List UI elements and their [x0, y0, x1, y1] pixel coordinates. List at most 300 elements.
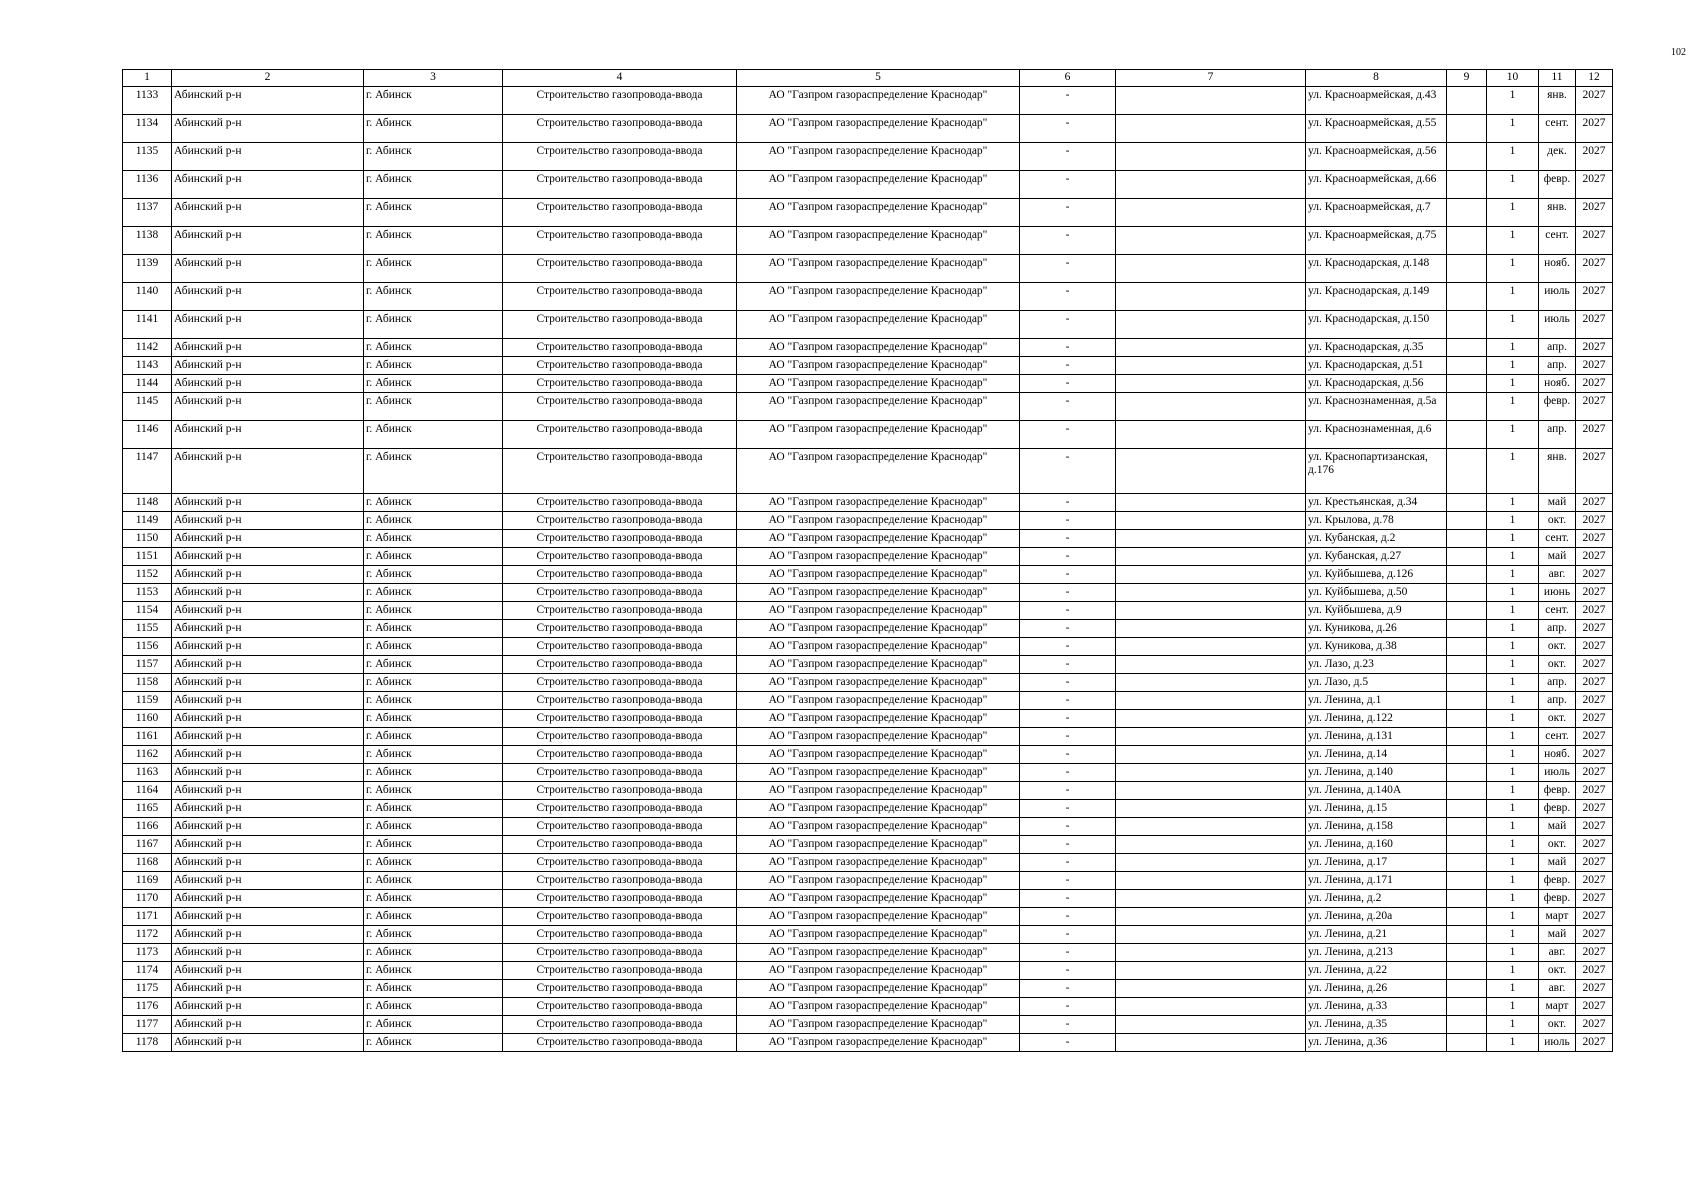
table-row	[123, 620, 1613, 638]
column-header: 1	[123, 70, 172, 87]
row-number-cell: 1163	[123, 764, 172, 782]
year-cell: 2027	[1576, 782, 1613, 800]
town-cell: г. Абинск	[364, 944, 503, 962]
table-row	[123, 171, 1613, 199]
column-7-cell	[1116, 728, 1306, 746]
column-9-cell	[1447, 890, 1487, 908]
quantity-cell: 1	[1487, 87, 1539, 115]
column-7-cell	[1116, 530, 1306, 548]
table-row	[123, 962, 1613, 980]
table-row	[123, 512, 1613, 530]
organization-cell: АО "Газпром газораспределение Краснодар"	[737, 548, 1020, 566]
work-type-cell: Строительство газопровода-ввода	[503, 375, 737, 393]
work-type-cell: Строительство газопровода-ввода	[503, 746, 737, 764]
row-number-cell: 1153	[123, 584, 172, 602]
year-cell: 2027	[1576, 836, 1613, 854]
town-cell: г. Абинск	[364, 998, 503, 1016]
organization-cell: АО "Газпром газораспределение Краснодар"	[737, 494, 1020, 512]
year-cell: 2027	[1576, 339, 1613, 357]
column-9-cell	[1447, 728, 1487, 746]
row-number-cell: 1136	[123, 171, 172, 199]
address-cell: ул. Куйбышева, д.50	[1306, 584, 1447, 602]
row-number-cell: 1146	[123, 421, 172, 449]
organization-cell: АО "Газпром газораспределение Краснодар"	[737, 692, 1020, 710]
work-type-cell: Строительство газопровода-ввода	[503, 449, 737, 494]
month-cell: июль	[1539, 283, 1576, 311]
column-9-cell	[1447, 283, 1487, 311]
organization-cell: АО "Газпром газораспределение Краснодар"	[737, 311, 1020, 339]
organization-cell: АО "Газпром газораспределение Краснодар"	[737, 602, 1020, 620]
column-7-cell	[1116, 854, 1306, 872]
column-9-cell	[1447, 944, 1487, 962]
work-type-cell: Строительство газопровода-ввода	[503, 530, 737, 548]
table-row	[123, 638, 1613, 656]
district-cell: Абинский р-н	[172, 87, 364, 115]
address-cell: ул. Красноармейская, д.56	[1306, 143, 1447, 171]
quantity-cell: 1	[1487, 998, 1539, 1016]
address-cell: ул. Ленина, д.171	[1306, 872, 1447, 890]
quantity-cell: 1	[1487, 962, 1539, 980]
quantity-cell: 1	[1487, 143, 1539, 171]
quantity-cell: 1	[1487, 890, 1539, 908]
column-6-cell: -	[1020, 674, 1116, 692]
quantity-cell: 1	[1487, 584, 1539, 602]
district-cell: Абинский р-н	[172, 421, 364, 449]
column-6-cell: -	[1020, 836, 1116, 854]
table-row	[123, 548, 1613, 566]
column-9-cell	[1447, 998, 1487, 1016]
month-cell: апр.	[1539, 339, 1576, 357]
district-cell: Абинский р-н	[172, 692, 364, 710]
town-cell: г. Абинск	[364, 782, 503, 800]
year-cell: 2027	[1576, 1034, 1613, 1052]
row-number-cell: 1162	[123, 746, 172, 764]
row-number-cell: 1134	[123, 115, 172, 143]
organization-cell: АО "Газпром газораспределение Краснодар"	[737, 746, 1020, 764]
column-7-cell	[1116, 1034, 1306, 1052]
column-9-cell	[1447, 836, 1487, 854]
address-cell: ул. Ленина, д.14	[1306, 746, 1447, 764]
column-7-cell	[1116, 980, 1306, 998]
quantity-cell: 1	[1487, 494, 1539, 512]
quantity-cell: 1	[1487, 199, 1539, 227]
column-7-cell	[1116, 494, 1306, 512]
year-cell: 2027	[1576, 728, 1613, 746]
month-cell: май	[1539, 854, 1576, 872]
year-cell: 2027	[1576, 818, 1613, 836]
row-number-cell: 1148	[123, 494, 172, 512]
row-number-cell: 1174	[123, 962, 172, 980]
work-type-cell: Строительство газопровода-ввода	[503, 656, 737, 674]
work-type-cell: Строительство газопровода-ввода	[503, 115, 737, 143]
district-cell: Абинский р-н	[172, 584, 364, 602]
column-6-cell: -	[1020, 227, 1116, 255]
month-cell: июнь	[1539, 584, 1576, 602]
table-row	[123, 926, 1613, 944]
district-cell: Абинский р-н	[172, 746, 364, 764]
quantity-cell: 1	[1487, 449, 1539, 494]
table-row	[123, 227, 1613, 255]
table-row	[123, 980, 1613, 998]
column-6-cell: -	[1020, 782, 1116, 800]
district-cell: Абинский р-н	[172, 171, 364, 199]
page-number: 102	[1671, 47, 1686, 58]
column-9-cell	[1447, 393, 1487, 421]
column-9-cell	[1447, 620, 1487, 638]
row-number-cell: 1171	[123, 908, 172, 926]
row-number-cell: 1135	[123, 143, 172, 171]
quantity-cell: 1	[1487, 512, 1539, 530]
quantity-cell: 1	[1487, 692, 1539, 710]
district-cell: Абинский р-н	[172, 962, 364, 980]
year-cell: 2027	[1576, 171, 1613, 199]
work-type-cell: Строительство газопровода-ввода	[503, 494, 737, 512]
row-number-cell: 1149	[123, 512, 172, 530]
quantity-cell: 1	[1487, 764, 1539, 782]
row-number-cell: 1147	[123, 449, 172, 494]
year-cell: 2027	[1576, 908, 1613, 926]
address-cell: ул. Ленина, д.33	[1306, 998, 1447, 1016]
row-number-cell: 1157	[123, 656, 172, 674]
column-7-cell	[1116, 998, 1306, 1016]
address-cell: ул. Ленина, д.122	[1306, 710, 1447, 728]
column-7-cell	[1116, 890, 1306, 908]
table-row	[123, 782, 1613, 800]
column-7-cell	[1116, 115, 1306, 143]
column-9-cell	[1447, 339, 1487, 357]
district-cell: Абинский р-н	[172, 710, 364, 728]
town-cell: г. Абинск	[364, 548, 503, 566]
quantity-cell: 1	[1487, 728, 1539, 746]
work-type-cell: Строительство газопровода-ввода	[503, 548, 737, 566]
work-type-cell: Строительство газопровода-ввода	[503, 872, 737, 890]
row-number-cell: 1150	[123, 530, 172, 548]
register-table	[122, 69, 1613, 1052]
table-row	[123, 1016, 1613, 1034]
organization-cell: АО "Газпром газораспределение Краснодар"	[737, 115, 1020, 143]
column-7-cell	[1116, 836, 1306, 854]
column-9-cell	[1447, 87, 1487, 115]
column-header: 5	[737, 70, 1020, 87]
year-cell: 2027	[1576, 620, 1613, 638]
column-9-cell	[1447, 764, 1487, 782]
column-7-cell	[1116, 584, 1306, 602]
address-cell: ул. Ленина, д.158	[1306, 818, 1447, 836]
district-cell: Абинский р-н	[172, 872, 364, 890]
organization-cell: АО "Газпром газораспределение Краснодар"	[737, 171, 1020, 199]
district-cell: Абинский р-н	[172, 782, 364, 800]
district-cell: Абинский р-н	[172, 227, 364, 255]
town-cell: г. Абинск	[364, 602, 503, 620]
month-cell: май	[1539, 494, 1576, 512]
town-cell: г. Абинск	[364, 746, 503, 764]
work-type-cell: Строительство газопровода-ввода	[503, 908, 737, 926]
quantity-cell: 1	[1487, 530, 1539, 548]
month-cell: нояб.	[1539, 375, 1576, 393]
quantity-cell: 1	[1487, 548, 1539, 566]
table-row	[123, 674, 1613, 692]
column-6-cell: -	[1020, 872, 1116, 890]
table-row	[123, 421, 1613, 449]
work-type-cell: Строительство газопровода-ввода	[503, 1016, 737, 1034]
column-9-cell	[1447, 782, 1487, 800]
column-6-cell: -	[1020, 393, 1116, 421]
town-cell: г. Абинск	[364, 584, 503, 602]
district-cell: Абинский р-н	[172, 530, 364, 548]
row-number-cell: 1145	[123, 393, 172, 421]
month-cell: нояб.	[1539, 746, 1576, 764]
month-cell: окт.	[1539, 836, 1576, 854]
work-type-cell: Строительство газопровода-ввода	[503, 87, 737, 115]
table-row	[123, 115, 1613, 143]
organization-cell: АО "Газпром газораспределение Краснодар"	[737, 1034, 1020, 1052]
address-cell: ул. Краснодарская, д.35	[1306, 339, 1447, 357]
row-number-cell: 1161	[123, 728, 172, 746]
quantity-cell: 1	[1487, 926, 1539, 944]
year-cell: 2027	[1576, 890, 1613, 908]
column-7-cell	[1116, 87, 1306, 115]
year-cell: 2027	[1576, 199, 1613, 227]
work-type-cell: Строительство газопровода-ввода	[503, 926, 737, 944]
address-cell: ул. Ленина, д.21	[1306, 926, 1447, 944]
column-7-cell	[1116, 674, 1306, 692]
table-row	[123, 944, 1613, 962]
town-cell: г. Абинск	[364, 908, 503, 926]
address-cell: ул. Ленина, д.160	[1306, 836, 1447, 854]
year-cell: 2027	[1576, 87, 1613, 115]
column-header: 6	[1020, 70, 1116, 87]
table-row	[123, 494, 1613, 512]
column-header: 9	[1447, 70, 1487, 87]
month-cell: авг.	[1539, 980, 1576, 998]
work-type-cell: Строительство газопровода-ввода	[503, 980, 737, 998]
column-9-cell	[1447, 199, 1487, 227]
quantity-cell: 1	[1487, 818, 1539, 836]
column-6-cell: -	[1020, 1016, 1116, 1034]
quantity-cell: 1	[1487, 171, 1539, 199]
month-cell: февр.	[1539, 393, 1576, 421]
town-cell: г. Абинск	[364, 692, 503, 710]
year-cell: 2027	[1576, 283, 1613, 311]
town-cell: г. Абинск	[364, 227, 503, 255]
row-number-cell: 1172	[123, 926, 172, 944]
organization-cell: АО "Газпром газораспределение Краснодар"	[737, 530, 1020, 548]
row-number-cell: 1173	[123, 944, 172, 962]
column-6-cell: -	[1020, 692, 1116, 710]
table-body	[123, 87, 1613, 1052]
district-cell: Абинский р-н	[172, 764, 364, 782]
organization-cell: АО "Газпром газораспределение Краснодар"	[737, 421, 1020, 449]
district-cell: Абинский р-н	[172, 357, 364, 375]
month-cell: окт.	[1539, 962, 1576, 980]
town-cell: г. Абинск	[364, 800, 503, 818]
district-cell: Абинский р-н	[172, 890, 364, 908]
address-cell: ул. Ленина, д.140	[1306, 764, 1447, 782]
month-cell: апр.	[1539, 421, 1576, 449]
work-type-cell: Строительство газопровода-ввода	[503, 421, 737, 449]
table-row	[123, 998, 1613, 1016]
quantity-cell: 1	[1487, 602, 1539, 620]
town-cell: г. Абинск	[364, 512, 503, 530]
town-cell: г. Абинск	[364, 449, 503, 494]
column-7-cell	[1116, 908, 1306, 926]
column-9-cell	[1447, 171, 1487, 199]
table-row	[123, 710, 1613, 728]
month-cell: дек.	[1539, 143, 1576, 171]
quantity-cell: 1	[1487, 944, 1539, 962]
column-7-cell	[1116, 1016, 1306, 1034]
column-7-cell	[1116, 710, 1306, 728]
district-cell: Абинский р-н	[172, 836, 364, 854]
town-cell: г. Абинск	[364, 854, 503, 872]
row-number-cell: 1170	[123, 890, 172, 908]
row-number-cell: 1133	[123, 87, 172, 115]
table-row	[123, 800, 1613, 818]
table-row	[123, 872, 1613, 890]
table-row	[123, 1034, 1613, 1052]
year-cell: 2027	[1576, 255, 1613, 283]
work-type-cell: Строительство газопровода-ввода	[503, 357, 737, 375]
organization-cell: АО "Газпром газораспределение Краснодар"	[737, 199, 1020, 227]
organization-cell: АО "Газпром газораспределение Краснодар"	[737, 566, 1020, 584]
column-7-cell	[1116, 620, 1306, 638]
district-cell: Абинский р-н	[172, 998, 364, 1016]
organization-cell: АО "Газпром газораспределение Краснодар"	[737, 638, 1020, 656]
year-cell: 2027	[1576, 692, 1613, 710]
quantity-cell: 1	[1487, 980, 1539, 998]
column-6-cell: -	[1020, 746, 1116, 764]
year-cell: 2027	[1576, 566, 1613, 584]
year-cell: 2027	[1576, 1016, 1613, 1034]
column-7-cell	[1116, 199, 1306, 227]
table-row	[123, 746, 1613, 764]
district-cell: Абинский р-н	[172, 115, 364, 143]
table-row	[123, 602, 1613, 620]
column-6-cell: -	[1020, 421, 1116, 449]
organization-cell: АО "Газпром газораспределение Краснодар"	[737, 584, 1020, 602]
town-cell: г. Абинск	[364, 764, 503, 782]
table-row	[123, 449, 1613, 494]
month-cell: май	[1539, 818, 1576, 836]
column-6-cell: -	[1020, 311, 1116, 339]
organization-cell: АО "Газпром газораспределение Краснодар"	[737, 87, 1020, 115]
district-cell: Абинский р-н	[172, 512, 364, 530]
column-9-cell	[1447, 143, 1487, 171]
quantity-cell: 1	[1487, 227, 1539, 255]
table-row	[123, 890, 1613, 908]
organization-cell: АО "Газпром газораспределение Краснодар"	[737, 620, 1020, 638]
district-cell: Абинский р-н	[172, 854, 364, 872]
column-9-cell	[1447, 584, 1487, 602]
row-number-cell: 1176	[123, 998, 172, 1016]
month-cell: апр.	[1539, 692, 1576, 710]
column-9-cell	[1447, 692, 1487, 710]
work-type-cell: Строительство газопровода-ввода	[503, 818, 737, 836]
row-number-cell: 1138	[123, 227, 172, 255]
address-cell: ул. Ленина, д.140А	[1306, 782, 1447, 800]
work-type-cell: Строительство газопровода-ввода	[503, 710, 737, 728]
town-cell: г. Абинск	[364, 115, 503, 143]
year-cell: 2027	[1576, 393, 1613, 421]
town-cell: г. Абинск	[364, 199, 503, 227]
district-cell: Абинский р-н	[172, 638, 364, 656]
table-row	[123, 656, 1613, 674]
organization-cell: АО "Газпром газораспределение Краснодар"	[737, 339, 1020, 357]
district-cell: Абинский р-н	[172, 283, 364, 311]
address-cell: ул. Красноармейская, д.7	[1306, 199, 1447, 227]
town-cell: г. Абинск	[364, 494, 503, 512]
row-number-cell: 1141	[123, 311, 172, 339]
address-cell: ул. Ленина, д.15	[1306, 800, 1447, 818]
work-type-cell: Строительство газопровода-ввода	[503, 728, 737, 746]
address-cell: ул. Ленина, д.35	[1306, 1016, 1447, 1034]
table-row	[123, 255, 1613, 283]
address-cell: ул. Красноармейская, д.43	[1306, 87, 1447, 115]
column-9-cell	[1447, 908, 1487, 926]
address-cell: ул. Красноармейская, д.66	[1306, 171, 1447, 199]
column-7-cell	[1116, 782, 1306, 800]
address-cell: ул. Краснознаменная, д.6	[1306, 421, 1447, 449]
town-cell: г. Абинск	[364, 143, 503, 171]
work-type-cell: Строительство газопровода-ввода	[503, 944, 737, 962]
month-cell: окт.	[1539, 638, 1576, 656]
quantity-cell: 1	[1487, 746, 1539, 764]
column-7-cell	[1116, 227, 1306, 255]
quantity-cell: 1	[1487, 566, 1539, 584]
column-9-cell	[1447, 494, 1487, 512]
table-row	[123, 143, 1613, 171]
year-cell: 2027	[1576, 494, 1613, 512]
district-cell: Абинский р-н	[172, 602, 364, 620]
organization-cell: АО "Газпром газораспределение Краснодар"	[737, 512, 1020, 530]
town-cell: г. Абинск	[364, 393, 503, 421]
address-cell: ул. Краснодарская, д.150	[1306, 311, 1447, 339]
year-cell: 2027	[1576, 764, 1613, 782]
work-type-cell: Строительство газопровода-ввода	[503, 602, 737, 620]
column-6-cell: -	[1020, 199, 1116, 227]
column-6-cell: -	[1020, 566, 1116, 584]
column-6-cell: -	[1020, 449, 1116, 494]
year-cell: 2027	[1576, 944, 1613, 962]
year-cell: 2027	[1576, 656, 1613, 674]
column-9-cell	[1447, 548, 1487, 566]
table-row	[123, 728, 1613, 746]
column-6-cell: -	[1020, 171, 1116, 199]
quantity-cell: 1	[1487, 710, 1539, 728]
column-9-cell	[1447, 656, 1487, 674]
organization-cell: АО "Газпром газораспределение Краснодар"	[737, 710, 1020, 728]
year-cell: 2027	[1576, 115, 1613, 143]
organization-cell: АО "Газпром газораспределение Краснодар"	[737, 656, 1020, 674]
town-cell: г. Абинск	[364, 710, 503, 728]
address-cell: ул. Красноармейская, д.55	[1306, 115, 1447, 143]
district-cell: Абинский р-н	[172, 1034, 364, 1052]
district-cell: Абинский р-н	[172, 908, 364, 926]
quantity-cell: 1	[1487, 854, 1539, 872]
address-cell: ул. Ленина, д.20а	[1306, 908, 1447, 926]
address-cell: ул. Куникова, д.26	[1306, 620, 1447, 638]
table-row	[123, 584, 1613, 602]
work-type-cell: Строительство газопровода-ввода	[503, 311, 737, 339]
row-number-cell: 1143	[123, 357, 172, 375]
organization-cell: АО "Газпром газораспределение Краснодар"	[737, 782, 1020, 800]
month-cell: авг.	[1539, 566, 1576, 584]
year-cell: 2027	[1576, 872, 1613, 890]
month-cell: май	[1539, 548, 1576, 566]
town-cell: г. Абинск	[364, 890, 503, 908]
work-type-cell: Строительство газопровода-ввода	[503, 674, 737, 692]
column-9-cell	[1447, 227, 1487, 255]
